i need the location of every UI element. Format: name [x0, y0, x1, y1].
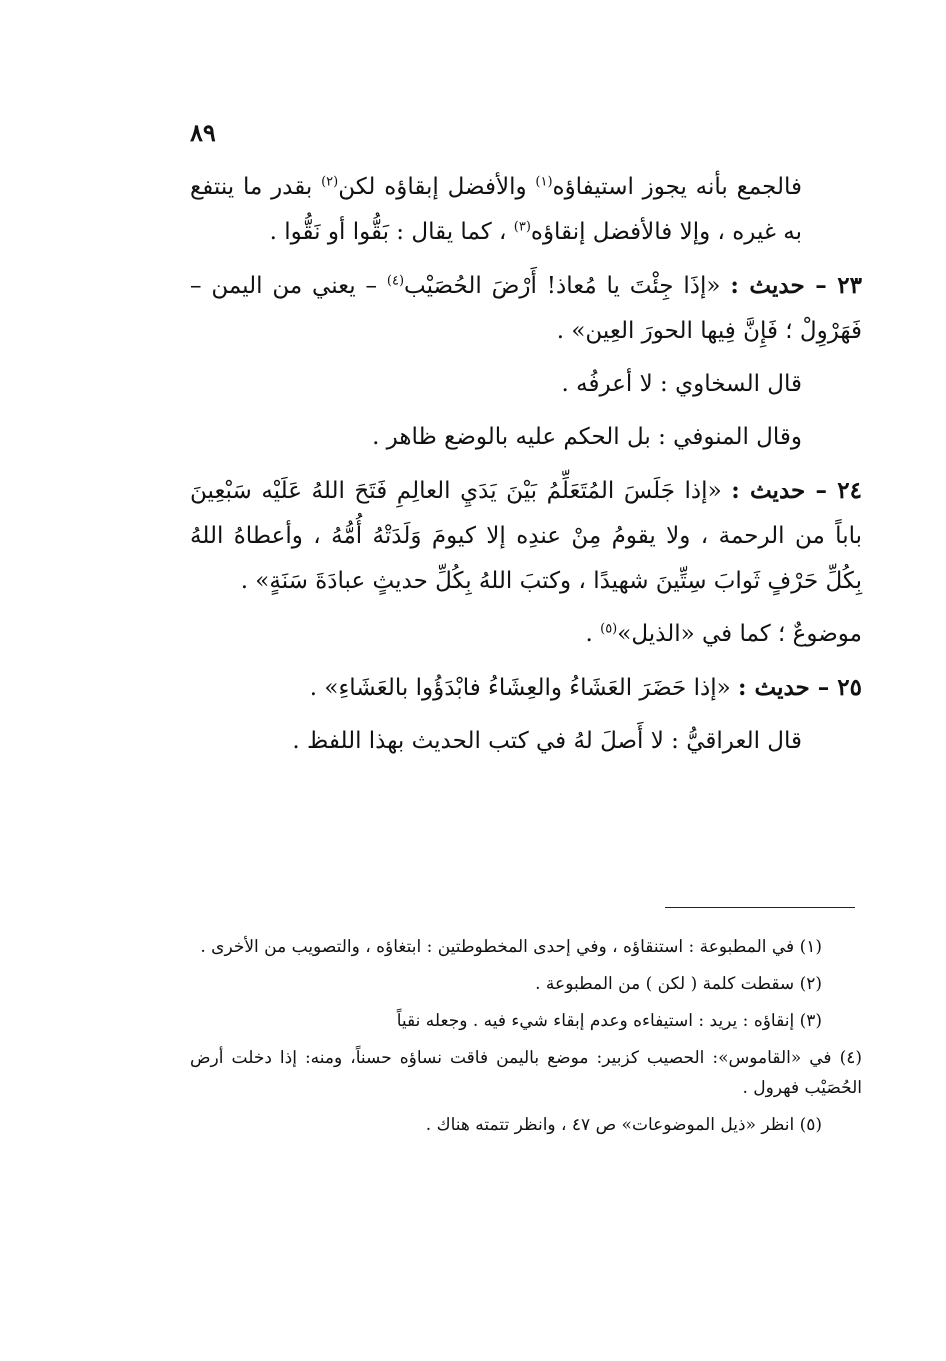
main-text [190, 165, 862, 764]
footnote-5: (٥) انظر «ذيل الموضوعات» ص ٤٧ ، وانظر تتمته هناك . [425, 1115, 822, 1135]
footnote-separator [665, 907, 855, 908]
footnote-3: (٣) إنقاؤه : يريد : استيفاءه وعدم إبقاء شيء فيه . وجعله نقياً [396, 1011, 822, 1031]
footnote-1: (١) في المطبوعة : استنقاؤه ، وفي إحدى المخطوطتين : ابتغاؤه ، والتصويب من الأخرى . [200, 937, 822, 957]
footnote-ref-5[interactable]: (٥) [600, 621, 618, 637]
hadith-23: ٢٣ – حديث : «إذَا جِئْتَ يا مُعاذ! أَرْضَ الحُصَيْب$^{(٤)}$ – يعني من اليمن – فَهَرْوِلْ ؛ فَإِنَّ فِيها الحورَ العِين» . [190, 272, 862, 344]
hadith-25: ٢٥ – حديث : «إذا حَضَرَ العَشَاءُ والعِشَاءُ فابْدَؤُوا بالعَشَاءِ» . [309, 674, 862, 701]
opening-paragraph: فالجمع بأنه يجوز استيفاؤه$^{(١)}$ والأفضل إبقاؤه لكن$^{(٢)}$ بقدر ما ينتفع به غيره ، وإلا فالأفضل إنقاؤه$^{(٣)}$ ، كما يقال : بَقُّوا أو نَقُّوا . [190, 174, 802, 245]
hadith-23-heading: ٢٣ – حديث : [730, 272, 862, 299]
hadith-24: ٢٤ – حديث : «إذا جَلَسَ المُتَعَلِّمُ بَيْنَ يَدَيِ العالِمِ فَتَحَ اللهُ عَلَيْه سَبْعِينَ باباً من الرحمة ، ولا يقومُ مِنْ عندِه إلا كيومَ وَلَدَتْهُ أُمُّهُ ، وأعطاهُ اللهُ بِكُلِّ حَرْفٍ ثَوابَ سِتِّينَ شهيدًا ، وكتبَ اللهُ بِكُلِّ حديثٍ عبادَةَ سَنَةٍ» . [190, 477, 862, 594]
hadith-23-comment-1: قال السخاوي : لا أعرفُه . [561, 371, 802, 397]
footnotes [190, 932, 862, 1147]
footnote-2: (٢) سقطت كلمة ( لكن ) من المطبوعة . [535, 974, 822, 994]
page-number: ٨٩ [190, 118, 216, 147]
footnote-ref-1[interactable]: (١) [535, 174, 553, 190]
footnote-4: (٤) في «القاموس»: الحصيب كزبير: موضع باليمن فاقت نساؤه حسناً، ومنه: إذا دخلت أرض الحُصَيْب فهرول . [190, 1048, 862, 1098]
hadith-24-heading: ٢٤ – حديث : [731, 477, 862, 504]
hadith-24-comment: موضوعٌ ؛ كما في «الذيل»$^{(٥)}$ . [585, 621, 862, 647]
footnote-ref-4[interactable]: (٤) [386, 273, 405, 289]
footnote-ref-3[interactable]: (٣) [513, 219, 531, 235]
hadith-23-comment-2: وقال المنوفي : بل الحكم عليه بالوضع ظاهر . [372, 424, 802, 450]
hadith-25-heading: ٢٥ – حديث : [737, 674, 862, 701]
footnote-ref-2[interactable]: (٢) [321, 174, 339, 190]
hadith-25-comment: قال العراقيُّ : لا أَصلَ لهُ في كتب الحديث بهذا اللفظ . [292, 728, 802, 754]
